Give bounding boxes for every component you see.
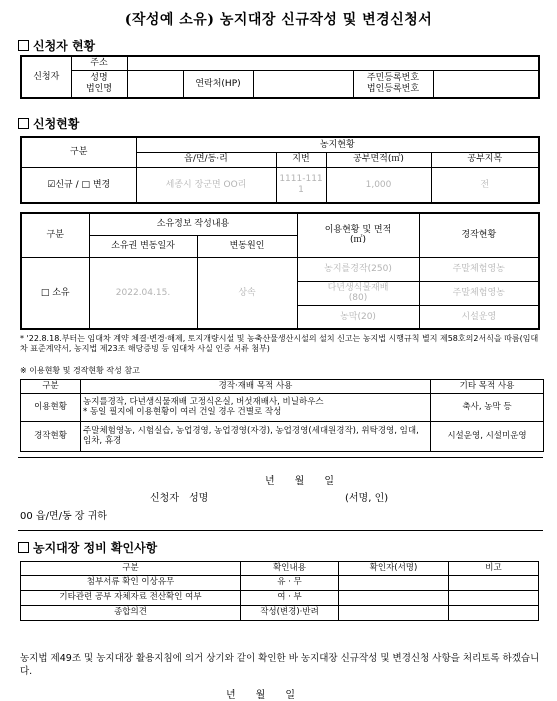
square-icon [18,40,29,51]
phone-field[interactable] [253,70,353,98]
lot-value[interactable]: 1111-1111 [276,167,326,203]
cult-value-1[interactable]: 주말체험영농 [419,257,539,281]
farmland-header: 농지현황 [136,137,539,152]
change-date-value[interactable]: 2022.04.15. [89,257,197,329]
ref-header-other: 기타 목적 사용 [431,380,544,394]
ref-cult-label: 경작현황 [21,422,81,452]
check-header-signer: 확인자(서명) [339,562,449,576]
check-row-label: 종합의견 [21,606,241,621]
closing-statement: 농지법 제49조 및 농지대장 활용지침에 의거 상기와 같이 확인한 바 농지대장 신규작성 및 변경신청 사항을 처리토록 하겠습니다. [20,653,540,678]
check-note-cell[interactable] [449,576,539,591]
applicant-table [20,55,540,99]
phone-label: 연락처(HP) [183,70,253,98]
ref-header-gubun: 구분 [21,380,81,394]
address-label: 주소 [71,56,127,70]
section-check-heading: 농지대장 정비 확인사항 [18,539,157,556]
use-header: 이용현황 및 면적(㎡) [297,213,419,257]
own-info-header: 소유정보 작성내용 [89,213,297,235]
section-applicant-heading: 신청자 현황 [18,37,95,54]
divider [18,457,543,458]
location-value[interactable]: 세종시 장군면 OO리 [136,167,276,203]
cult-value-3[interactable]: 시설운영 [419,305,539,329]
check-row-label: 기타관련 공부 자체자료 전산확인 여부 [21,591,241,606]
addressee: 00 읍/면/동 장 귀하 [20,511,107,522]
request-status-table [20,136,540,204]
application-date: 년 월 일 [265,476,334,487]
change-date-header: 소유권 변동일자 [89,235,197,257]
ref-use-other: 축사, 농막 등 [431,394,544,422]
col-category: 공부지목 [431,152,539,167]
col-location: 읍/면/동·리 [136,152,276,167]
cult-header: 경작현황 [419,213,539,257]
check-note-cell[interactable] [449,606,539,621]
name-label: 성명 법인명 [71,70,127,98]
check-signer-cell[interactable] [339,606,449,621]
ref-header-cult: 경작·재배 목적 사용 [81,380,431,394]
check-header-content: 확인내용 [241,562,339,576]
own-checkbox[interactable]: □ 소유 [21,257,89,329]
check-header-gubun: 구분 [21,562,241,576]
check-row-value[interactable]: 여 · 부 [241,591,339,606]
ref-cult-other: 시설운영, 시설미운영 [431,422,544,452]
check-row-label: 첨부서류 확인 이상유무 [21,576,241,591]
signer-label: 신청자 성명 [150,493,209,504]
reason-value[interactable]: 상속 [197,257,297,329]
check-signer-cell[interactable] [339,591,449,606]
ownership-table [20,212,540,330]
check-table [20,561,539,621]
page-title: (작성예 소유) 농지대장 신규작성 및 변경신청서 [124,12,433,28]
lease-note: * '22.8.18.부터는 임대차 계약 체결·변경·해제, 토지개량시설 및 농축산물생산시설의 설치 신고는 농지법 시행규칙 별지 제58호의2서식을 따름(임대차 표준계약서, 농지법 제23조 해당증빙 등 임대차 사실 인증 서류 첨부) [20,334,539,353]
ref-use-main: 농지를경작, 다년생식물재배 고정식온실, 버섯재배사, 비닐하우스 * 동일 필지에 이용현황이 여러 건일 경우 건별로 작성 [81,394,431,422]
own-gubun-header: 구분 [21,213,89,257]
check-header-note: 비고 [449,562,539,576]
check-row-value[interactable]: 작성(변경)·반려 [241,606,339,621]
use-value-1[interactable]: 농지를경작(250) [297,257,419,281]
name-field[interactable] [127,70,183,98]
signature-seal-label: (서명, 인) [345,493,389,504]
address-field[interactable] [127,56,539,70]
ref-cult-main: 주말체험영농, 시험실습, 농업경영, 농업경영(자경), 농업경영(세대원경작), 위탁경영, 임대, 임차, 휴경 [81,422,431,452]
applicant-label: 신청자 [21,56,71,98]
square-icon [18,118,29,129]
ref-use-label: 이용현황 [21,394,81,422]
section-request-heading: 신청현황 [18,115,79,132]
cult-value-2[interactable]: 주말체험영농 [419,281,539,305]
square-icon [18,542,29,553]
id-number-field[interactable] [433,70,539,98]
use-value-2[interactable]: 다년생식물재배(80) [297,281,419,305]
col-area: 공부면적(㎡) [326,152,431,167]
new-change-checkbox[interactable]: ☑신규 / □ 변경 [21,167,136,203]
col-lot: 지번 [276,152,326,167]
area-value[interactable]: 1,000 [326,167,431,203]
check-signer-cell[interactable] [339,576,449,591]
category-value[interactable]: 전 [431,167,539,203]
reason-header: 변동원인 [197,235,297,257]
id-number-label: 주민등록번호 법인등록번호 [353,70,433,98]
check-note-cell[interactable] [449,591,539,606]
reference-note: ※ 이용현황 및 경작현황 작성 참고 [20,366,140,375]
divider [18,530,543,531]
gubun-header: 구분 [21,137,136,167]
use-value-3[interactable]: 농막(20) [297,305,419,329]
check-row-value[interactable]: 유 · 무 [241,576,339,591]
reference-table [20,379,544,452]
closing-date: 년 월 일 [226,690,295,701]
